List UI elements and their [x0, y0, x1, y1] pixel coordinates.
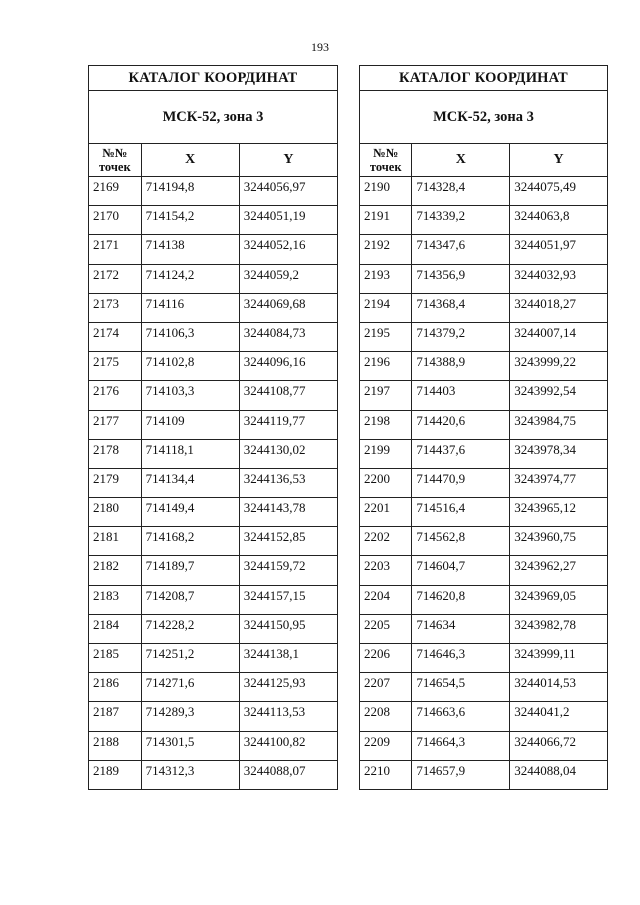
point-number-cell: 2179 — [89, 468, 142, 497]
point-number-cell: 2204 — [360, 585, 412, 614]
coordinate-rows — [360, 177, 608, 790]
point-number-cell: 2172 — [89, 264, 142, 293]
coordinate-catalog-left — [88, 65, 338, 790]
point-number-cell: 2184 — [89, 614, 142, 643]
point-number-header — [360, 144, 412, 177]
x-coordinate-cell: 714103,3 — [141, 381, 239, 410]
table-row — [89, 177, 338, 206]
y-header: Y — [510, 144, 608, 177]
catalog-title: КАТАЛОГ КООРДИНАТ — [360, 66, 608, 91]
y-coordinate-cell: 3244113,53 — [239, 702, 337, 731]
table-row — [360, 439, 608, 468]
y-coordinate-cell: 3244143,78 — [239, 498, 337, 527]
table-row — [89, 673, 338, 702]
point-number-cell: 2189 — [89, 760, 142, 789]
x-coordinate-cell: 714189,7 — [141, 556, 239, 585]
y-coordinate-cell: 3244063,8 — [510, 206, 608, 235]
y-coordinate-cell: 3244088,04 — [510, 760, 608, 789]
point-number-cell: 2187 — [89, 702, 142, 731]
x-coordinate-cell: 714516,4 — [412, 498, 510, 527]
table-row — [89, 235, 338, 264]
y-coordinate-cell: 3244152,85 — [239, 527, 337, 556]
y-coordinate-cell: 3244007,14 — [510, 322, 608, 351]
table-row — [89, 264, 338, 293]
point-number-cell: 2173 — [89, 293, 142, 322]
page-number: 193 — [311, 40, 329, 54]
y-header: Y — [239, 144, 337, 177]
table-row — [89, 410, 338, 439]
table-row — [360, 760, 608, 789]
x-coordinate-cell: 714356,9 — [412, 264, 510, 293]
x-coordinate-cell: 714149,4 — [141, 498, 239, 527]
y-coordinate-cell: 3244059,2 — [239, 264, 337, 293]
point-number-cell: 2183 — [89, 585, 142, 614]
y-coordinate-cell: 3244136,53 — [239, 468, 337, 497]
y-coordinate-cell: 3243965,12 — [510, 498, 608, 527]
x-coordinate-cell: 714124,2 — [141, 264, 239, 293]
table-row — [89, 293, 338, 322]
table-row — [360, 177, 608, 206]
y-coordinate-cell: 3243999,22 — [510, 352, 608, 381]
table-row — [360, 468, 608, 497]
y-coordinate-cell: 3244069,68 — [239, 293, 337, 322]
y-coordinate-cell: 3244051,97 — [510, 235, 608, 264]
y-coordinate-cell: 3243999,11 — [510, 644, 608, 673]
x-coordinate-cell: 714208,7 — [141, 585, 239, 614]
point-number-cell: 2170 — [89, 206, 142, 235]
y-coordinate-cell: 3243992,54 — [510, 381, 608, 410]
table-row — [89, 498, 338, 527]
y-coordinate-cell: 3244032,93 — [510, 264, 608, 293]
x-coordinate-cell: 714654,5 — [412, 673, 510, 702]
table-row — [360, 585, 608, 614]
x-coordinate-cell: 714347,6 — [412, 235, 510, 264]
x-coordinate-cell: 714388,9 — [412, 352, 510, 381]
x-coordinate-cell: 714289,3 — [141, 702, 239, 731]
x-coordinate-cell: 714634 — [412, 614, 510, 643]
y-coordinate-cell: 3244075,49 — [510, 177, 608, 206]
table-row — [360, 731, 608, 760]
point-number-cell: 2186 — [89, 673, 142, 702]
x-coordinate-cell: 714154,2 — [141, 206, 239, 235]
y-coordinate-cell: 3244014,53 — [510, 673, 608, 702]
point-number-cell: 2199 — [360, 439, 412, 468]
y-coordinate-cell: 3244125,93 — [239, 673, 337, 702]
table-row — [360, 614, 608, 643]
point-number-cell: 2197 — [360, 381, 412, 410]
table-row — [360, 498, 608, 527]
table-row — [89, 381, 338, 410]
table-row — [360, 673, 608, 702]
x-coordinate-cell: 714116 — [141, 293, 239, 322]
point-number-cell: 2190 — [360, 177, 412, 206]
point-number-header-line1: №№ — [102, 146, 128, 160]
table-row — [360, 352, 608, 381]
y-coordinate-cell: 3244051,19 — [239, 206, 337, 235]
point-number-cell: 2203 — [360, 556, 412, 585]
point-number-cell: 2171 — [89, 235, 142, 264]
x-coordinate-cell: 714271,6 — [141, 673, 239, 702]
x-coordinate-cell: 714109 — [141, 410, 239, 439]
coordinate-system-label: МСК-52, зона 3 — [89, 91, 338, 144]
x-coordinate-cell: 714339,2 — [412, 206, 510, 235]
table-row — [360, 235, 608, 264]
table-row — [360, 206, 608, 235]
y-coordinate-cell: 3244018,27 — [510, 293, 608, 322]
x-header: X — [412, 144, 510, 177]
y-coordinate-cell: 3243984,75 — [510, 410, 608, 439]
point-number-cell: 2177 — [89, 410, 142, 439]
point-number-header-line2: точек — [369, 160, 402, 174]
y-coordinate-cell: 3244138,1 — [239, 644, 337, 673]
x-coordinate-cell: 714620,8 — [412, 585, 510, 614]
point-number-cell: 2201 — [360, 498, 412, 527]
y-coordinate-cell: 3244088,07 — [239, 760, 337, 789]
x-coordinate-cell: 714646,3 — [412, 644, 510, 673]
x-coordinate-cell: 714106,3 — [141, 322, 239, 351]
table-row — [360, 381, 608, 410]
table-row — [89, 556, 338, 585]
catalog-title: КАТАЛОГ КООРДИНАТ — [89, 66, 338, 91]
point-number-cell: 2200 — [360, 468, 412, 497]
x-coordinate-cell: 714118,1 — [141, 439, 239, 468]
x-coordinate-cell: 714368,4 — [412, 293, 510, 322]
point-number-cell: 2208 — [360, 702, 412, 731]
table-row — [89, 760, 338, 789]
point-number-cell: 2195 — [360, 322, 412, 351]
table-row — [89, 468, 338, 497]
point-number-cell: 2176 — [89, 381, 142, 410]
point-number-cell: 2191 — [360, 206, 412, 235]
point-number-cell: 2209 — [360, 731, 412, 760]
y-coordinate-cell: 3243982,78 — [510, 614, 608, 643]
x-coordinate-cell: 714228,2 — [141, 614, 239, 643]
table-row — [89, 527, 338, 556]
y-coordinate-cell: 3244159,72 — [239, 556, 337, 585]
x-coordinate-cell: 714328,4 — [412, 177, 510, 206]
x-coordinate-cell: 714168,2 — [141, 527, 239, 556]
y-coordinate-cell: 3244108,77 — [239, 381, 337, 410]
table-row — [89, 322, 338, 351]
table-row — [360, 702, 608, 731]
point-number-cell: 2198 — [360, 410, 412, 439]
y-coordinate-cell: 3244100,82 — [239, 731, 337, 760]
y-coordinate-cell: 3244130,02 — [239, 439, 337, 468]
point-number-cell: 2196 — [360, 352, 412, 381]
table-row — [360, 410, 608, 439]
point-number-cell: 2180 — [89, 498, 142, 527]
y-coordinate-cell: 3243960,75 — [510, 527, 608, 556]
x-coordinate-cell: 714403 — [412, 381, 510, 410]
point-number-cell: 2202 — [360, 527, 412, 556]
y-coordinate-cell: 3244119,77 — [239, 410, 337, 439]
y-coordinate-cell: 3244056,97 — [239, 177, 337, 206]
point-number-cell: 2188 — [89, 731, 142, 760]
point-number-cell: 2174 — [89, 322, 142, 351]
x-coordinate-cell: 714301,5 — [141, 731, 239, 760]
table-row — [89, 614, 338, 643]
table-row — [360, 322, 608, 351]
y-coordinate-cell: 3243969,05 — [510, 585, 608, 614]
x-coordinate-cell: 714379,2 — [412, 322, 510, 351]
x-coordinate-cell: 714420,6 — [412, 410, 510, 439]
y-coordinate-cell: 3244041,2 — [510, 702, 608, 731]
x-coordinate-cell: 714134,4 — [141, 468, 239, 497]
point-number-cell: 2185 — [89, 644, 142, 673]
table-row — [360, 293, 608, 322]
y-coordinate-cell: 3244084,73 — [239, 322, 337, 351]
y-coordinate-cell: 3244096,16 — [239, 352, 337, 381]
point-number-header-line2: точек — [98, 160, 131, 174]
coordinate-system-label: МСК-52, зона 3 — [360, 91, 608, 144]
x-coordinate-cell: 714470,9 — [412, 468, 510, 497]
point-number-cell: 2192 — [360, 235, 412, 264]
point-number-header-line1: №№ — [373, 146, 399, 160]
x-coordinate-cell: 714664,3 — [412, 731, 510, 760]
point-number-cell: 2181 — [89, 527, 142, 556]
y-coordinate-cell: 3244157,15 — [239, 585, 337, 614]
x-coordinate-cell: 714657,9 — [412, 760, 510, 789]
table-row — [360, 264, 608, 293]
table-row — [89, 585, 338, 614]
y-coordinate-cell: 3244066,72 — [510, 731, 608, 760]
point-number-cell: 2193 — [360, 264, 412, 293]
point-number-cell: 2175 — [89, 352, 142, 381]
x-coordinate-cell: 714194,8 — [141, 177, 239, 206]
point-number-header — [89, 144, 142, 177]
x-header: X — [141, 144, 239, 177]
x-coordinate-cell: 714138 — [141, 235, 239, 264]
table-row — [89, 352, 338, 381]
x-coordinate-cell: 714102,8 — [141, 352, 239, 381]
table-row — [89, 702, 338, 731]
y-coordinate-cell: 3243978,34 — [510, 439, 608, 468]
point-number-cell: 2206 — [360, 644, 412, 673]
point-number-cell: 2205 — [360, 614, 412, 643]
x-coordinate-cell: 714604,7 — [412, 556, 510, 585]
point-number-cell: 2169 — [89, 177, 142, 206]
table-row — [360, 644, 608, 673]
coordinate-catalog-right — [359, 65, 608, 790]
x-coordinate-cell: 714663,6 — [412, 702, 510, 731]
coordinate-rows — [89, 177, 338, 790]
y-coordinate-cell: 3244052,16 — [239, 235, 337, 264]
x-coordinate-cell: 714437,6 — [412, 439, 510, 468]
point-number-cell: 2210 — [360, 760, 412, 789]
x-coordinate-cell: 714312,3 — [141, 760, 239, 789]
x-coordinate-cell: 714251,2 — [141, 644, 239, 673]
table-row — [89, 644, 338, 673]
table-row — [360, 527, 608, 556]
point-number-cell: 2207 — [360, 673, 412, 702]
table-row — [89, 439, 338, 468]
table-row — [89, 731, 338, 760]
point-number-cell: 2194 — [360, 293, 412, 322]
point-number-cell: 2178 — [89, 439, 142, 468]
point-number-cell: 2182 — [89, 556, 142, 585]
y-coordinate-cell: 3243962,27 — [510, 556, 608, 585]
y-coordinate-cell: 3244150,95 — [239, 614, 337, 643]
table-row — [360, 556, 608, 585]
y-coordinate-cell: 3243974,77 — [510, 468, 608, 497]
table-row — [89, 206, 338, 235]
x-coordinate-cell: 714562,8 — [412, 527, 510, 556]
